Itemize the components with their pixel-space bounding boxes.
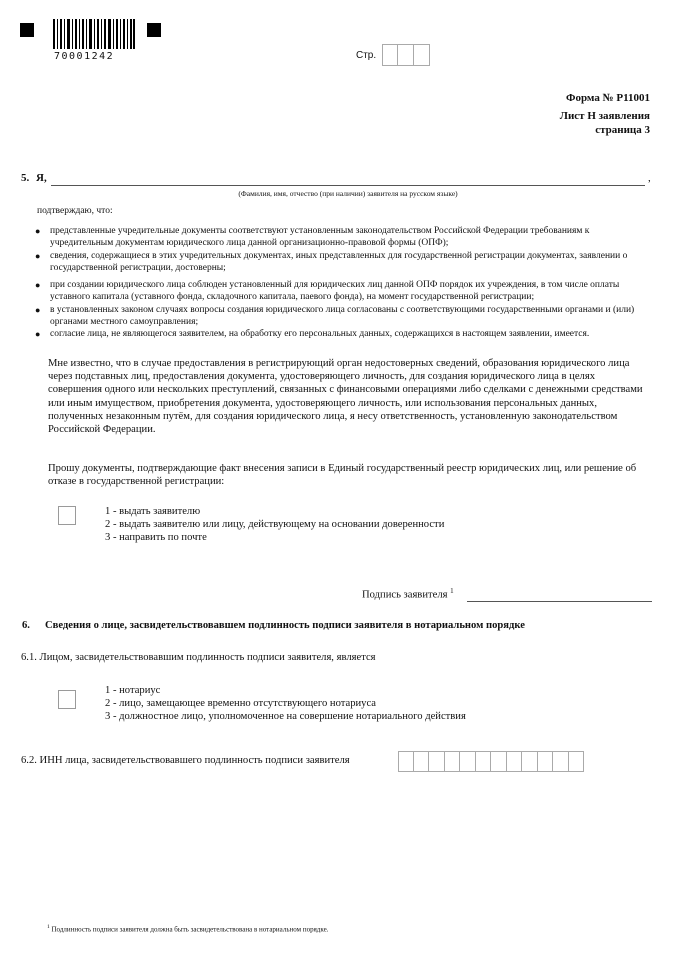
delivery-option-2: 2 - выдать заявителю или лицу, действующему на основании доверенности xyxy=(105,519,445,530)
delivery-option-3: 3 - направить по почте xyxy=(105,532,207,543)
name-caption: (Фамилия, имя, отчество (при наличии) заявителя на русском языке) xyxy=(238,189,458,198)
delivery-option-1: 1 - выдать заявителю xyxy=(105,506,201,517)
name-trailing-comma: , xyxy=(648,172,651,184)
applicant-name-field[interactable] xyxy=(51,185,645,186)
inn-cells[interactable] xyxy=(398,751,584,772)
delivery-choice-box[interactable] xyxy=(58,506,76,525)
page-label: Стр. xyxy=(356,50,377,61)
bullet-text-3: при создании юридического лица соблюден установленный для юридических лиц данной ОПФ порядок их учреждения, в том числе оплаты уставного капитала (уставного фонда, складочного капитала, паевого фонда), на момент государственной регистрации; xyxy=(50,280,620,302)
signature-field[interactable] xyxy=(467,601,652,602)
footnote-marker: 1 xyxy=(47,924,50,930)
footnote-text: Подлинность подписи заявителя должна быть засвидетельствована в нотариальном порядке. xyxy=(51,925,329,934)
section6-number: 6. xyxy=(22,620,30,631)
page-number-cells[interactable] xyxy=(382,44,430,66)
notary-option-1: 1 - нотариус xyxy=(105,685,161,696)
request-paragraph: Прошу документы, подтверждающие факт внесения записи в Единый государственный реестр юридических лиц, или решение об отказе в государственной регистрации: xyxy=(48,463,637,488)
alignment-marker-left xyxy=(20,23,34,37)
bullet-text-1: представленные учредительные документы соответствуют установленным законодательством Российской Федерации требованиям к учредительным документам юридического лица данной организационно-правовой формы (ОПФ); xyxy=(50,226,590,248)
bullet-text-5: согласие лица, не являющегося заявителем, на обработку его персональных данных, содержащихся в настоящем заявлении, имеется. xyxy=(50,329,590,339)
bullet-2: ● xyxy=(35,251,41,261)
bullet-4: ● xyxy=(35,305,41,315)
bullet-1: ● xyxy=(35,226,41,236)
barcode-number: 70001242 xyxy=(54,51,115,62)
bullet-text-4: в установленных законом случаях вопросы создания юридического лица согласованы с соответствующими государственными органами и (или) органами местного самоуправления; xyxy=(50,305,635,327)
section6-title: Сведения о лице, засвидетельствовавшем подлинность подписи заявителя в нотариальном порядке xyxy=(45,620,525,631)
footnote xyxy=(47,924,328,933)
section5-lead: Я, xyxy=(36,172,47,184)
notary-option-3: 3 - должностное лицо, уполномоченное на совершение нотариального действия xyxy=(105,711,466,722)
bullet-3: ● xyxy=(35,280,41,290)
confirm-label: подтверждаю, что: xyxy=(37,206,113,216)
notary-option-2: 2 - лицо, замещающее временно отсутствующего нотариуса xyxy=(105,698,376,709)
alignment-marker-right xyxy=(147,23,161,37)
sheet-page: страница 3 xyxy=(595,124,650,136)
liability-paragraph: Мне известно, что в случае предоставления в регистрирующий орган недостоверных сведений, образования юридического лица через подставных лиц, предоставления документа, удостоверяющего личность, для создания юридического лица в целях совершения одного или нескольких преступлений, связанных с финансовыми операциями либо сделками с денежными средствами или иным имуществом, приобретения документа, удостоверяющего личность, или использования персональных данных, полученных незаконным путём, для создания юридического лица, я несу ответственность, установленную законодательством Российской Федерации. xyxy=(48,358,643,436)
section5-number: 5. xyxy=(21,172,30,184)
signature-label-text: Подпись заявителя xyxy=(362,589,448,601)
sheet-title: Лист Н заявления xyxy=(559,110,650,122)
barcode xyxy=(53,19,135,49)
bullet-text-2: сведения, содержащиеся в этих учредительных документах, иных представленных для государственной регистрации документах, заявлении о государственной регистрации, достоверны; xyxy=(50,251,628,273)
notary-choice-box[interactable] xyxy=(58,690,76,709)
signature-footnote-ref: 1 xyxy=(450,587,454,595)
q62-label: 6.2. ИНН лица, засвидетельствовавшего подлинность подписи заявителя xyxy=(21,755,350,766)
bullet-5: ● xyxy=(35,329,41,339)
barcode-bars xyxy=(53,19,135,49)
signature-label xyxy=(362,587,454,601)
form-number: Форма № Р11001 xyxy=(566,92,650,104)
q61-label: 6.1. Лицом, засвидетельствовавшим подлинность подписи заявителя, является xyxy=(21,652,376,663)
